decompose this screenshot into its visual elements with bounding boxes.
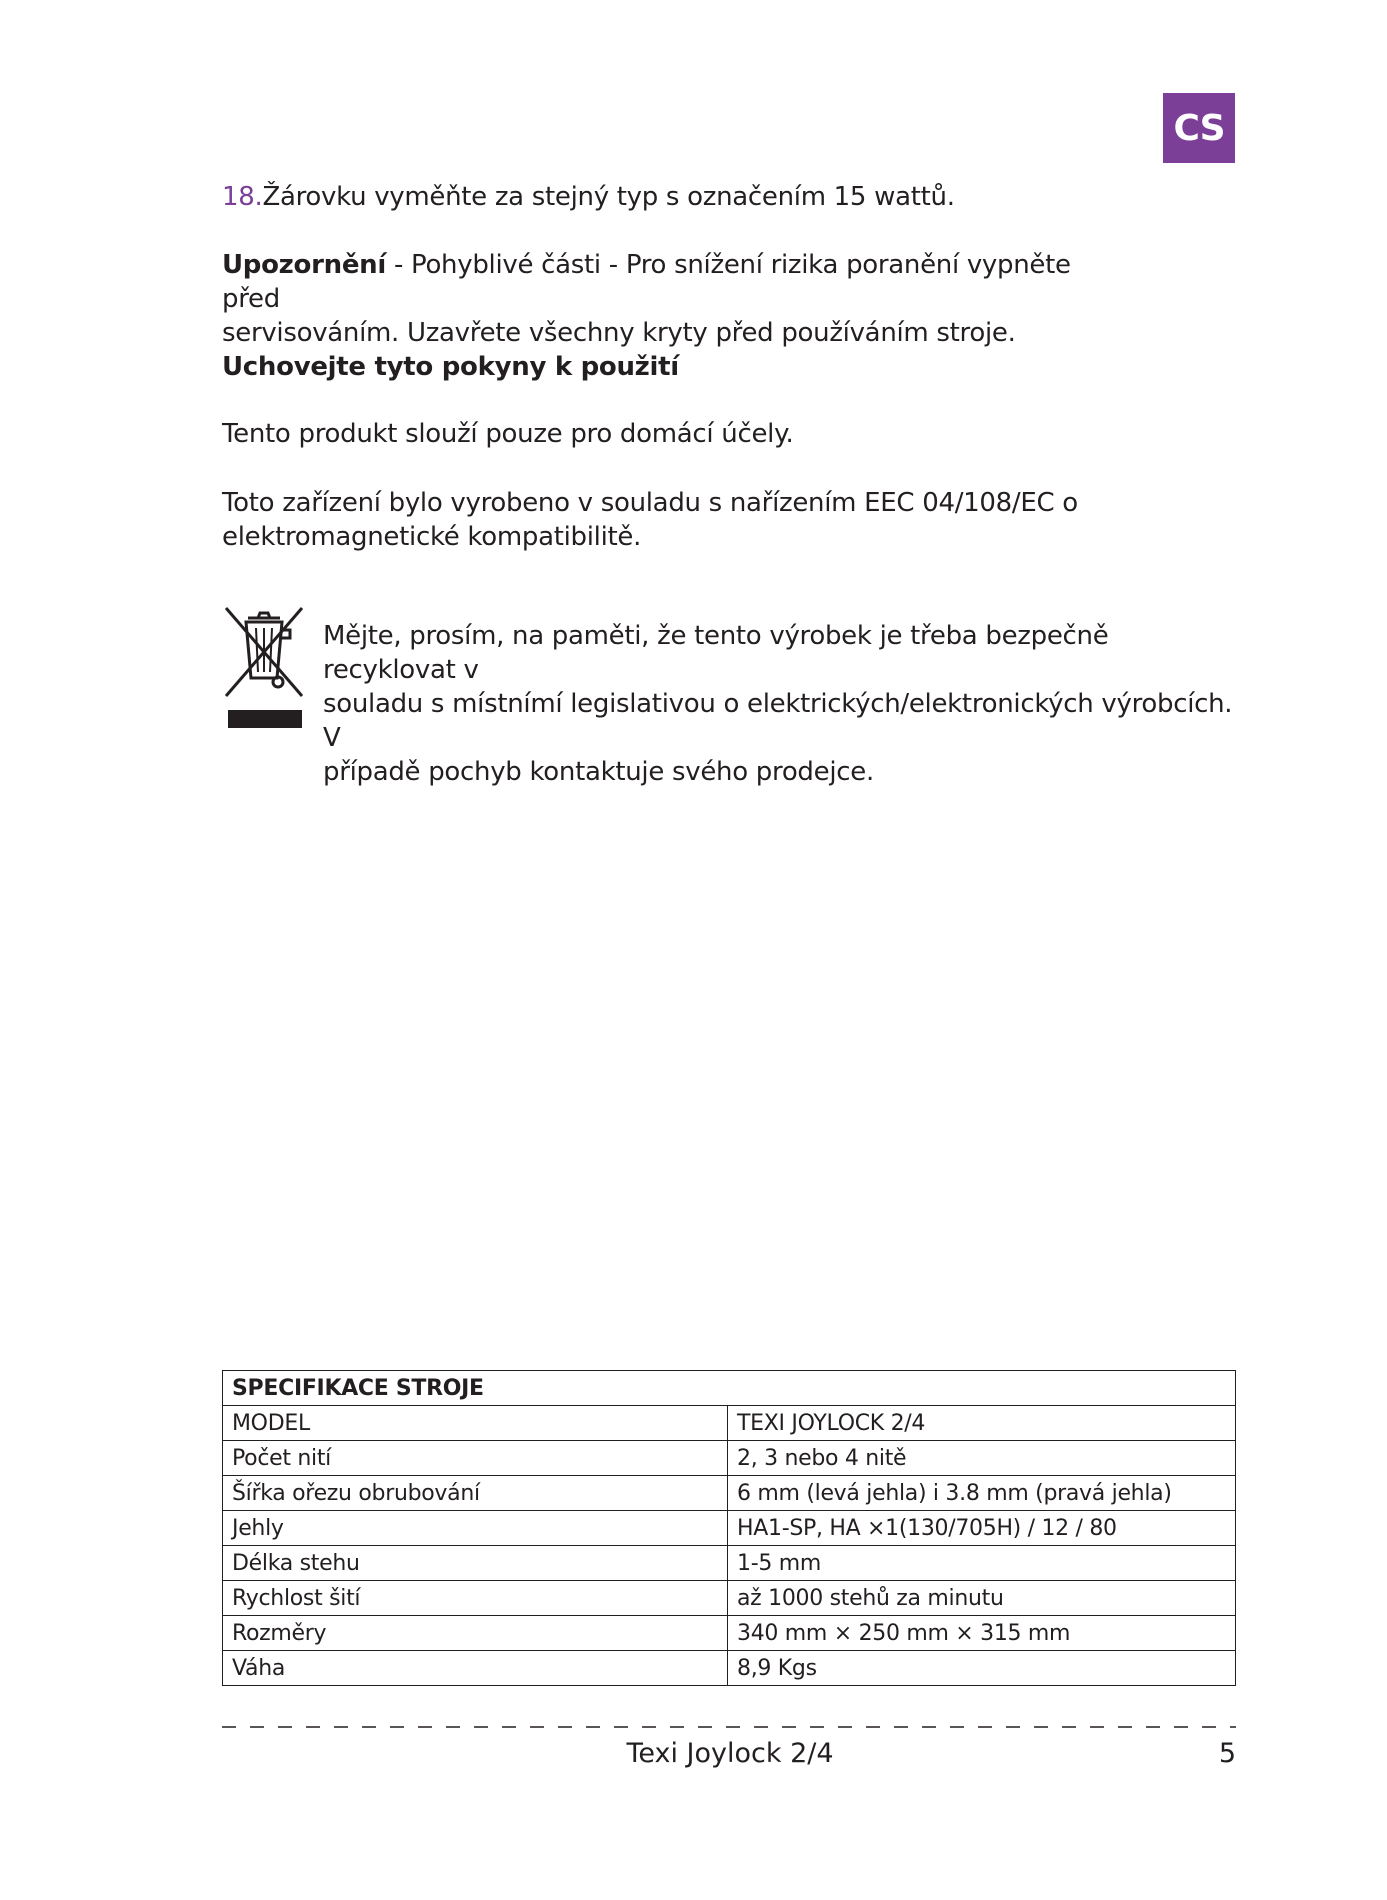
table-row	[223, 1406, 1236, 1441]
table-row	[223, 1476, 1236, 1511]
recycling-line2: souladu s místnímí legislativou o elektrických/elektronických výrobcích. V	[323, 689, 1233, 753]
spec-table	[222, 1370, 1236, 1686]
recycling-line3: případě pochyb kontaktuje svého prodejce.	[323, 757, 874, 787]
spec-table-title: SPECIFIKACE STROJE	[223, 1371, 1236, 1406]
domestic-use-text: Tento produkt slouží pouze pro domácí účely.	[222, 419, 794, 449]
language-badge: CS	[1163, 93, 1235, 163]
item-18	[222, 180, 1122, 214]
spec-value: 340 mm × 250 mm × 315 mm	[728, 1616, 1236, 1651]
spec-label: MODEL	[223, 1406, 728, 1441]
table-row	[223, 1546, 1236, 1581]
table-row	[223, 1511, 1236, 1546]
keep-instructions-heading: Uchovejte tyto pokyny k použití	[222, 352, 679, 382]
spec-value: TEXI JOYLOCK 2/4	[728, 1406, 1236, 1441]
footer-title: Texi Joylock 2/4	[626, 1738, 834, 1769]
spec-label: Šířka ořezu obrubování	[223, 1476, 728, 1511]
spec-label: Délka stehu	[223, 1546, 728, 1581]
footer-divider	[222, 1726, 1236, 1728]
spec-label: Jehly	[223, 1511, 728, 1546]
spec-value: až 1000 stehů za minutu	[728, 1581, 1236, 1616]
emc-line1: Toto zařízení bylo vyrobeno v souladu s nařízením EEC 04/108/EC o	[222, 488, 1078, 518]
warning-label: Upozornění	[222, 250, 386, 280]
spec-value: 8,9 Kgs	[728, 1651, 1236, 1686]
spec-value: 2, 3 nebo 4 nitě	[728, 1441, 1236, 1476]
table-row	[223, 1581, 1236, 1616]
table-row	[223, 1441, 1236, 1476]
item-text: Žárovku vyměňte za stejný typ s označením 15 wattů.	[262, 182, 955, 212]
spec-value: HA1-SP, HA ×1(130/705H) / 12 / 80	[728, 1511, 1236, 1546]
weee-crossed-bin-icon	[220, 604, 308, 730]
spec-value: 6 mm (levá jehla) i 3.8 mm (pravá jehla)	[728, 1476, 1236, 1511]
recycling-line1: Mějte, prosím, na paměti, že tento výrobek je třeba bezpečně recyklovat v	[323, 621, 1109, 685]
spec-label: Rychlost šití	[223, 1581, 728, 1616]
page-number: 5	[1218, 1738, 1236, 1769]
item-number: 18.	[222, 182, 263, 212]
spec-table-title-row	[223, 1371, 1236, 1406]
table-row	[223, 1616, 1236, 1651]
spec-label: Rozměry	[223, 1616, 728, 1651]
warning-text-line1: - Pohyblivé části - Pro snížení rizika poranění vypněte před	[222, 250, 1071, 314]
spec-label: Počet nití	[223, 1441, 728, 1476]
spec-label: Váha	[223, 1651, 728, 1686]
emc-paragraph	[222, 486, 1122, 554]
recycling-paragraph	[323, 619, 1243, 789]
warning-text-line2: servisováním. Uzavřete všechny kryty před používáním stroje.	[222, 318, 1016, 348]
table-row	[223, 1651, 1236, 1686]
spec-value: 1-5 mm	[728, 1546, 1236, 1581]
warning-paragraph	[222, 248, 1122, 350]
emc-line2: elektromagnetické kompatibilitě.	[222, 522, 642, 552]
